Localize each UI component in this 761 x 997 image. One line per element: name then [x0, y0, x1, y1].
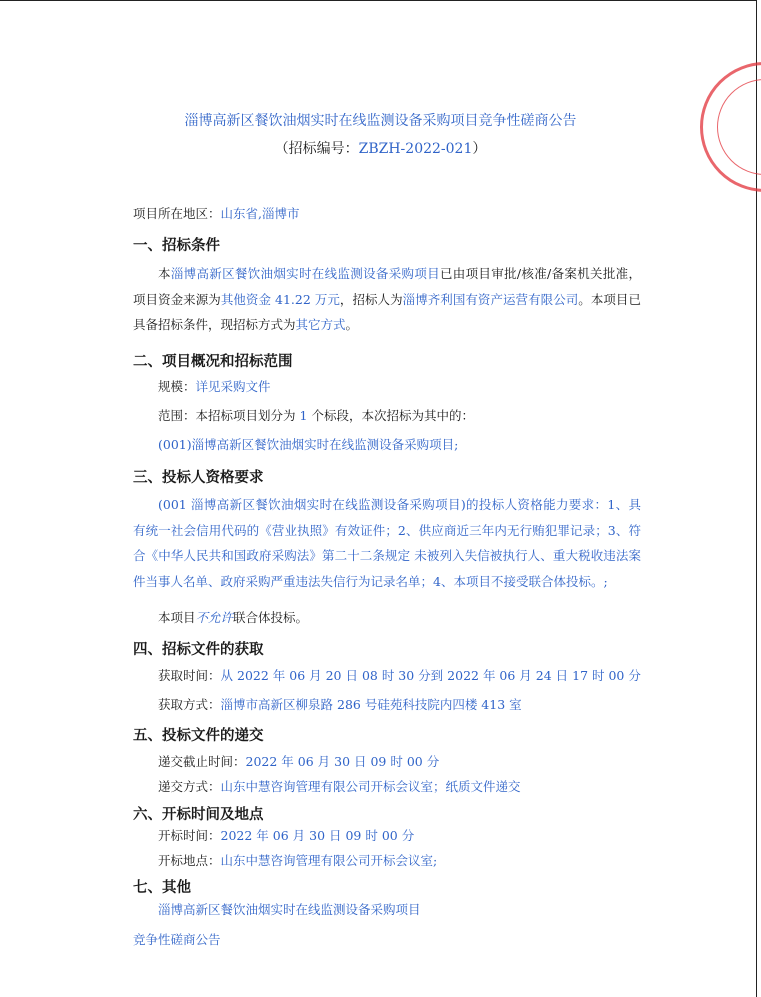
scale-line [158, 379, 271, 395]
open-place-value: 山东中慧咨询管理有限公司开标会议室; [220, 853, 438, 868]
joint-text-a: 本项目 [158, 610, 196, 625]
section-2-heading: 二、项目概况和招标范围 [133, 354, 293, 370]
obtain-time-value: 从 2022 年 06 月 20 日 08 时 30 分到 2022 年 06 月 24 日 17 时 00 分 [220, 668, 641, 683]
region-label: 项目所在地区： [133, 206, 221, 221]
section-1-paragraph [133, 261, 641, 338]
deadline-label: 递交截止时间： [158, 754, 246, 769]
deadline-value: 2022 年 06 月 30 日 09 时 00 分 [245, 754, 440, 769]
other-line-2: 竞争性磋商公告 [133, 932, 221, 947]
section-1-heading: 一、招标条件 [133, 238, 220, 254]
tender-code-prefix: （招标编号： [274, 141, 359, 157]
range-line [158, 408, 474, 424]
submit-method-value: 山东中慧咨询管理有限公司开标会议室；纸质文件递交 [220, 779, 521, 794]
open-place-label: 开标地点： [158, 853, 221, 868]
project-name: 淄博高新区餐饮油烟实时在线监测设备采购项目 [170, 266, 440, 281]
s1-text-2: 已由项目审批/核准/备案机关批准，项目资金来源为 [133, 266, 641, 307]
section-4-heading: 四、招标文件的获取 [133, 642, 264, 658]
joint-bid-status: 不允许 [195, 610, 234, 625]
scale-value: 详见采购文件 [195, 379, 271, 394]
section-7-heading: 七、其他 [133, 880, 191, 896]
range-text-b: 个标段，本次招标为其中的： [311, 408, 474, 423]
obtain-method-value: 淄博市高新区柳泉路 286 号硅苑科技院内四楼 413 室 [220, 697, 522, 712]
tender-code-line [0, 138, 761, 158]
qualification-requirements: (001 淄博高新区餐饮油烟实时在线监测设备采购项目)的投标人资格能力要求：1、具有统一社会信用代码的《营业执照》有效证件；2、供应商近三年内无行贿犯罪记录；3、符合《中华人民共和国政府采购法》第二十二条规定 未被列入失信被执行人、重大税收违法案件当事人名单、政府采购严重违法失信行为记录名单；4、本项目不接受联合体投标。; [133, 497, 641, 589]
tender-code-suffix: ） [472, 141, 487, 157]
range-text-a: 范围：本招标项目划分为 [158, 408, 296, 423]
open-time-label: 开标时间： [158, 828, 221, 843]
submit-method-line [158, 779, 521, 795]
document-title: 淄博高新区餐饮油烟实时在线监测设备采购项目竞争性磋商公告 [184, 113, 577, 129]
open-place-line [158, 853, 437, 869]
region-line [133, 206, 300, 222]
joint-bid-line [158, 610, 308, 626]
fund-source: 其他资金 41.22 万元 [220, 291, 340, 307]
page-border-top [0, 0, 757, 1]
obtain-time-line [158, 668, 641, 684]
obtain-time-label: 获取时间： [158, 668, 221, 683]
open-time-value: 2022 年 06 月 30 日 09 时 00 分 [220, 828, 415, 843]
section-5-heading: 五、投标文件的递交 [133, 728, 264, 744]
joint-text-c: 联合体投标。 [233, 610, 309, 625]
region-value: 山东省,淄博市 [220, 206, 300, 221]
open-time-line [158, 828, 414, 844]
s1-text-4: 。本项目已具备招标条件，现招标方式为 [133, 291, 641, 332]
s1-text-1: 本 [158, 266, 171, 281]
tender-code: ZBZH-2022-021 [358, 141, 473, 157]
obtain-method-line [158, 697, 522, 713]
obtain-method-label: 获取方式： [158, 697, 221, 712]
section-3-heading: 三、投标人资格要求 [133, 470, 264, 486]
s1-text-3: ，招标人为 [339, 291, 403, 307]
lot-line: (001)淄博高新区餐饮油烟实时在线监测设备采购项目; [158, 437, 459, 452]
deadline-line [158, 754, 439, 770]
tender-method: 其它方式 [295, 317, 346, 332]
other-line-1: 淄博高新区餐饮油烟实时在线监测设备采购项目 [158, 902, 421, 917]
s1-text-5: 。 [345, 317, 359, 332]
tenderer-name: 淄博齐利国有资产运营有限公司 [402, 291, 579, 307]
section-6-heading: 六、开标时间及地点 [133, 807, 264, 823]
lot-count: 1 [299, 408, 308, 423]
scale-label: 规模： [158, 379, 196, 394]
submit-method-label: 递交方式： [158, 779, 221, 794]
